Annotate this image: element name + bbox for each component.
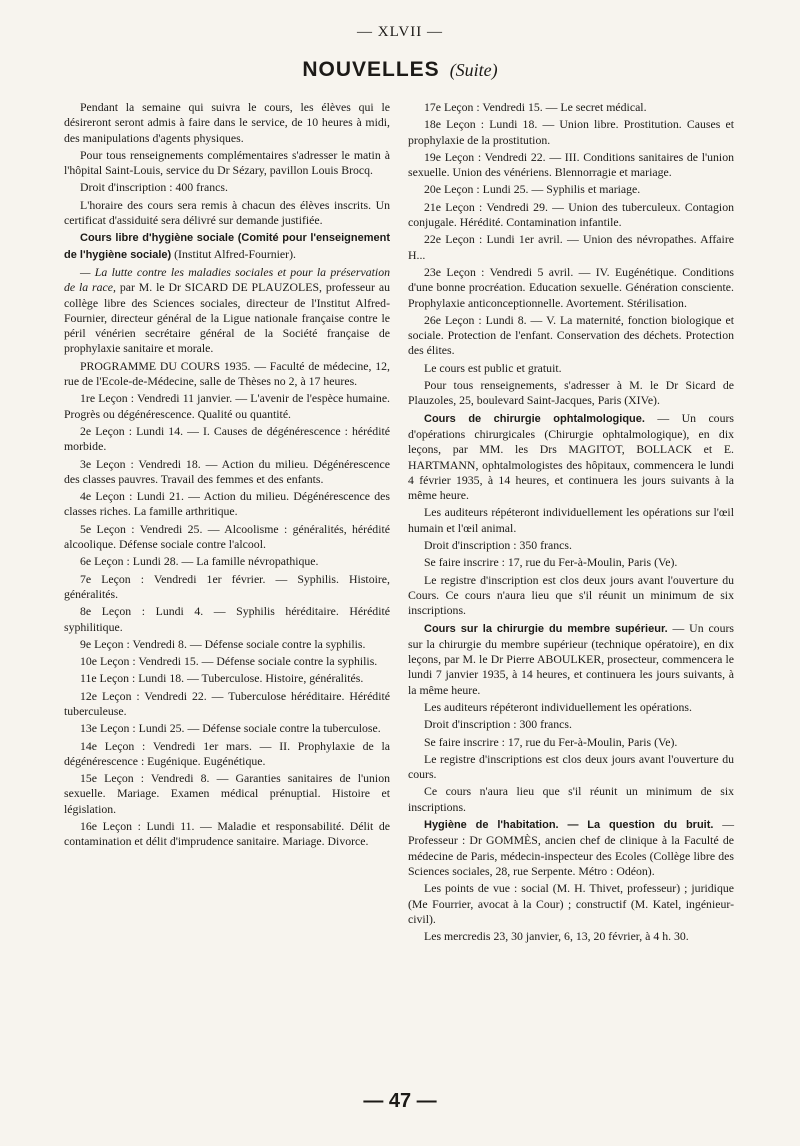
paragraph-body: par M. le Dr SICARD DE PLAUZOLES, professeur au collège libre des Sciences sociales, directeur de l'Institut Alfred-Fournier, directeur général de la Ligue nationale française contre le péril vénérien secrétaire général de la Société française de prophylaxie sanitaire et morale. xyxy=(64,280,390,356)
heading-title: NOUVELLES xyxy=(302,58,440,81)
paragraph-body: — Un cours d'opérations chirurgicales (Chirurgie ophtalmologique), en dix leçons, par MM. les Drs MAGITOT, BOLLACK et E. HARTMANN, ophtalmologistes des hôpitaux, commencera le lundi 4 février 1935, à 14 heures, et continuera les jours suivants à la même heure. xyxy=(408,410,734,503)
paragraph: L'horaire des cours sera remis à chacun des élèves inscrits. Un certificat d'assiduité sera délivré sur demande justifiée. xyxy=(64,197,390,228)
page-number: — 47 — xyxy=(363,1090,437,1112)
paragraph: 7e Leçon : Vendredi 1er février. — Syphilis. Histoire, généralités. xyxy=(64,571,390,601)
paragraph-body: — Professeur : Dr GOMMÈS, ancien chef de clinique à la Faculté de médecine de Paris, médecin-inspecteur des Ecoles (Collège libre des Sciences sociales, 28, rue Serpente. Métro : Odéon). xyxy=(408,817,734,878)
paragraph: 19e Leçon : Vendredi 22. — III. Conditions sanitaires de l'union sexuelle. Union des vénériens. Blennorragie et mariage. xyxy=(408,149,734,180)
paragraph: 2e Leçon : Lundi 14. — I. Causes de dégénérescence : hérédité morbide. xyxy=(64,423,390,454)
paragraph: 14e Leçon : Vendredi 1er mars. — II. Prophylaxie de la dégénérescence : Eugénique. Eugénétique. xyxy=(64,738,390,768)
paragraph xyxy=(64,265,390,357)
paragraph xyxy=(408,817,734,879)
heading-suffix: (Suite) xyxy=(449,60,498,80)
paragraph: 11e Leçon : Lundi 18. — Tuberculose. Histoire, généralités. xyxy=(80,671,364,686)
paragraph: Les auditeurs répéteront individuellement les opérations. xyxy=(424,699,692,714)
paragraph: Le registre d'inscription est clos deux jours avant l'ouverture du Cours. Ce cours n'aura lieu que s'il réunit un minimum de six inscriptions. xyxy=(408,572,734,618)
paragraph: 15e Leçon : Vendredi 8. — Garanties sanitaires de l'union sexuelle. Mariage. Examen médical prénuptial. Histoire et législation. xyxy=(64,771,390,816)
paragraph xyxy=(408,621,734,698)
paragraph: 5e Leçon : Vendredi 25. — Alcoolisme : généralités, hérédité alcoolique. Défense sociale contre l'alcool. xyxy=(64,521,390,552)
paragraph: 18e Leçon : Lundi 18. — Union libre. Prostitution. Causes et prophylaxie de la prostitution. xyxy=(408,117,734,147)
paragraph-lead: Cours sur la chirurgie du membre supérieur. xyxy=(424,622,668,635)
section-heading xyxy=(0,58,800,82)
paragraph: Le registre d'inscriptions est clos deux jours avant l'ouverture du cours. xyxy=(408,751,734,782)
paragraph: 17e Leçon : Vendredi 15. — Le secret médical. xyxy=(424,100,647,114)
left-column xyxy=(64,100,390,852)
paragraph: Les points de vue : social (M. H. Thivet, professeur) ; juridique (Me Fourrier, avocat à la Cour) ; constructif (M. Katel, ingénieur-civil). xyxy=(408,881,734,926)
paragraph: 6e Leçon : Lundi 28. — La famille névropathique. xyxy=(80,554,319,569)
paragraph: 13e Leçon : Lundi 25. — Défense sociale contre la tuberculose. xyxy=(80,721,381,736)
paragraph: 9e Leçon : Vendredi 8. — Défense sociale contre la syphilis. xyxy=(80,636,366,651)
paragraph: Droit d'inscription : 350 francs. xyxy=(424,538,572,553)
paragraph: 1re Leçon : Vendredi 11 janvier. — L'avenir de l'espèce humaine. Progrès ou dégénérescence. Qualité ou quantité. xyxy=(64,391,390,421)
paragraph: 16e Leçon : Lundi 11. — Maladie et responsabilité. Délit de contamination et délit d'imprudence sanitaire. Mariage. Divorce. xyxy=(64,819,390,849)
paragraph xyxy=(408,411,734,504)
paragraph-body: (Institut Alfred-Fournier). xyxy=(171,246,296,261)
paragraph: 21e Leçon : Vendredi 29. — Union des tuberculeux. Contagion conjugale. Hérédité. Contamination infantile. xyxy=(408,199,734,230)
paragraph: 10e Leçon : Vendredi 15. — Défense sociale contre la syphilis. xyxy=(80,654,378,669)
paragraph: Droit d'inscription : 300 francs. xyxy=(424,717,572,732)
paragraph: 3e Leçon : Vendredi 18. — Action du milieu. Dégénérescence des classes pauvres. Travail des femmes et des enfants. xyxy=(64,456,390,486)
paragraph: Pour tous renseignements, s'adresser à M. le Dr Sicard de Plauzoles, 25, boulevard Saint-Jacques, Paris (XIVe). xyxy=(408,378,734,408)
paragraph: PROGRAMME DU COURS 1935. — Faculté de médecine, 12, rue de l'Ecole-de-Médecine, salle de Thèses no 2, à 17 heures. xyxy=(64,358,390,389)
paragraph: 8e Leçon : Lundi 4. — Syphilis héréditaire. Hérédité syphilitique. xyxy=(64,604,390,634)
paragraph-lead: Hygiène de l'habitation. — La question du bruit. xyxy=(424,819,714,832)
paragraph: 22e Leçon : Lundi 1er avril. — Union des névropathes. Affaire H... xyxy=(408,232,734,262)
paragraph: 12e Leçon : Vendredi 22. — Tuberculose héréditaire. Hérédité tuberculeuse. xyxy=(64,688,390,718)
paragraph-lead: — La lutte contre les maladies sociales et pour la préservation de la race, xyxy=(64,264,390,295)
paragraph: 23e Leçon : Vendredi 5 avril. — IV. Eugénétique. Conditions d'une bonne procréation. Education sexuelle. Génération consciente. Prophylaxie anticonceptionnelle. Avortement. Stérilisation. xyxy=(408,264,734,310)
paragraph: 4e Leçon : Lundi 21. — Action du milieu. Dégénérescence des classes riches. La famille arthritique. xyxy=(64,489,390,519)
paragraph: Le cours est public et gratuit. xyxy=(424,360,562,375)
right-column xyxy=(408,100,734,946)
paragraph: Droit d'inscription : 400 francs. xyxy=(80,180,228,195)
paragraph xyxy=(64,230,390,263)
paragraph: Se faire inscrire : 17, rue du Fer-à-Moulin, Paris (Ve). xyxy=(424,555,678,570)
paragraph: Pour tous renseignements complémentaires s'adresser le matin à l'hôpital Saint-Louis, service du Dr Sézary, pavillon Louis Brocq. xyxy=(64,147,390,178)
paragraph-lead: Cours libre d'hygiène sociale (Comité pour l'enseignement de l'hygiène sociale) xyxy=(64,232,390,261)
paragraph: 20e Leçon : Lundi 25. — Syphilis et mariage. xyxy=(424,182,641,197)
paragraph: Se faire inscrire : 17, rue du Fer-à-Moulin, Paris (Ve). xyxy=(424,734,678,749)
roman-page-number: — XLVII — xyxy=(357,24,443,40)
paragraph: 26e Leçon : Lundi 8. — V. La maternité, fonction biologique et sociale. Protection de l'enfant. Conservation des déchets. Protection des élites. xyxy=(408,312,734,358)
paragraph: Ce cours n'aura lieu que s'il réunit un minimum de six inscriptions. xyxy=(408,784,734,814)
paragraph-body: — Un cours sur la chirurgie du membre supérieur (technique opératoire), en dix leçons, par M. le Dr Pierre ABOULKER, prosecteur, commencera le lundi 7 janvier 1935, à 14 heures, et continuera les jours suivants, à la même heure. xyxy=(408,620,734,697)
paragraph: Les auditeurs répéteront individuellement les opérations sur l'œil humain et l'œil animal. xyxy=(408,505,734,535)
paragraph-lead: Cours de chirurgie ophtalmologique. xyxy=(424,412,645,425)
paragraph: Pendant la semaine qui suivra le cours, les élèves qui le désireront seront admis à faire dans le service, de 10 heures à midi, des manipulations d'agents physiques. xyxy=(64,100,390,145)
paragraph: Les mercredis 23, 30 janvier, 6, 13, 20 février, à 4 h. 30. xyxy=(424,929,689,944)
